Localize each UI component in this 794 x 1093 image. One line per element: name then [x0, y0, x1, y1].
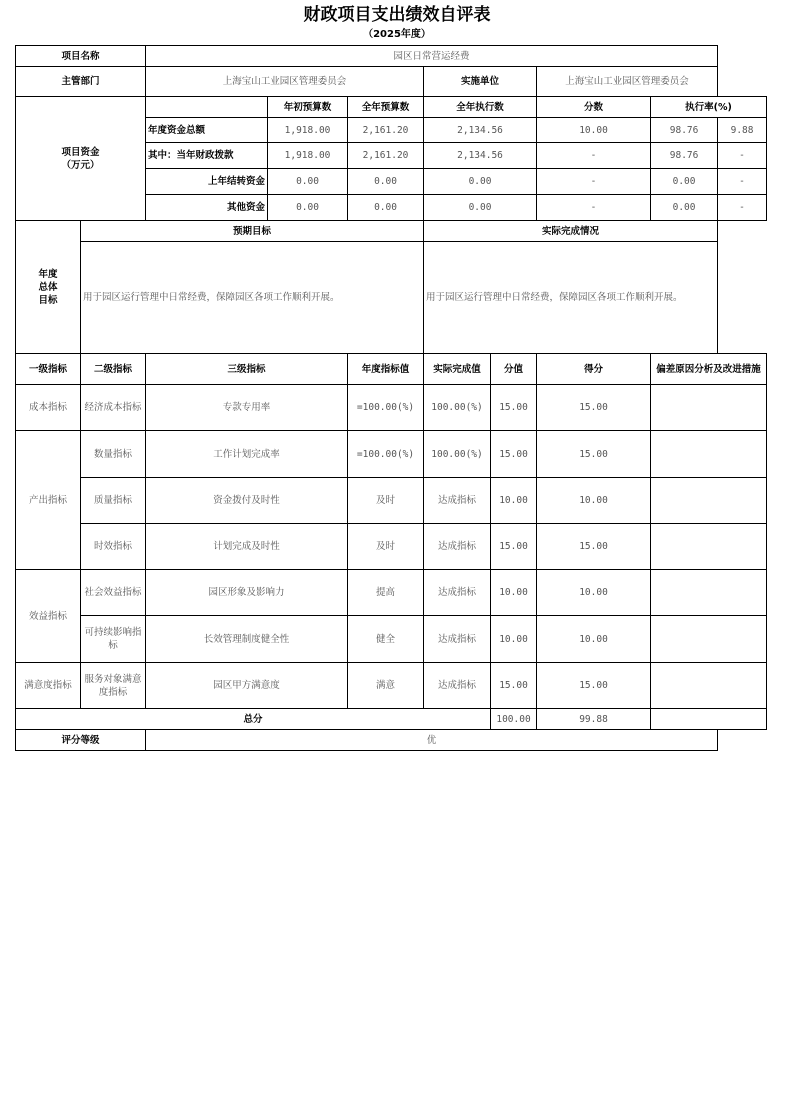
department-row	[16, 67, 767, 97]
funds-cell: 10.00	[537, 118, 651, 143]
level2-indicator: 经济成本指标	[81, 385, 146, 431]
level2-indicator: 质量指标	[81, 478, 146, 524]
funds-header-row	[16, 97, 767, 118]
unit-value: 上海宝山工业园区管理委员会	[537, 67, 718, 97]
deviation-note	[651, 663, 767, 709]
indicator-col-header: 年度指标值	[348, 354, 424, 385]
funds-label: 项目资金 （万元）	[16, 97, 146, 221]
indicator-row	[16, 524, 767, 570]
actual-value: 达成指标	[424, 570, 491, 616]
department-value: 上海宝山工业园区管理委员会	[146, 67, 424, 97]
project-name-row	[16, 46, 767, 67]
indicator-col-header: 一级指标	[16, 354, 81, 385]
weight-value: 15.00	[491, 431, 537, 478]
funds-cell: -	[718, 195, 767, 221]
funds-cell: 0.00	[651, 169, 718, 195]
funds-row-label: 其他资金	[146, 195, 268, 221]
page-title: 财政项目支出绩效自评表	[303, 5, 491, 25]
total-score: 99.88	[537, 709, 651, 730]
level3-indicator: 园区甲方满意度	[146, 663, 348, 709]
total-label: 总分	[16, 709, 491, 730]
weight-value: 10.00	[491, 478, 537, 524]
deviation-note	[651, 616, 767, 663]
department-label: 主管部门	[16, 67, 146, 97]
deviation-note	[651, 431, 767, 478]
level3-indicator: 工作计划完成率	[146, 431, 348, 478]
level1-indicator: 产出指标	[16, 431, 81, 570]
expected-goal-header: 预期目标	[81, 221, 424, 242]
funds-cell: -	[537, 143, 651, 169]
grade-value: 优	[146, 730, 718, 751]
target-value: 及时	[348, 478, 424, 524]
indicator-col-header: 分值	[491, 354, 537, 385]
funds-col-header: 执行率(%)	[651, 97, 767, 118]
weight-value: 15.00	[491, 524, 537, 570]
project-name-label: 项目名称	[16, 46, 146, 67]
level3-indicator: 资金拨付及时性	[146, 478, 348, 524]
funds-cell: 0.00	[348, 195, 424, 221]
score-value: 10.00	[537, 478, 651, 524]
total-row	[16, 709, 767, 730]
level2-indicator: 服务对象满意度指标	[81, 663, 146, 709]
page-subtitle-year: （2025年度）	[363, 29, 431, 40]
unit-label: 实施单位	[424, 67, 537, 97]
level2-indicator: 可持续影响指标	[81, 616, 146, 663]
level3-indicator: 园区形象及影响力	[146, 570, 348, 616]
actual-value: 达成指标	[424, 478, 491, 524]
funds-cell: 98.76	[651, 118, 718, 143]
funds-cell: -	[537, 169, 651, 195]
indicator-row	[16, 570, 767, 616]
level2-indicator: 数量指标	[81, 431, 146, 478]
actual-value: 100.00(%)	[424, 385, 491, 431]
weight-value: 15.00	[491, 663, 537, 709]
deviation-note	[651, 385, 767, 431]
weight-value: 15.00	[491, 385, 537, 431]
indicator-row	[16, 431, 767, 478]
level1-indicator: 效益指标	[16, 570, 81, 663]
funds-cell: -	[718, 169, 767, 195]
funds-cell: 9.88	[718, 118, 767, 143]
goals-label: 年度 总体 目标	[16, 221, 81, 354]
target-value: 满意	[348, 663, 424, 709]
grade-row	[16, 730, 767, 751]
total-note	[651, 709, 767, 730]
funds-cell: -	[718, 143, 767, 169]
funds-cell: 0.00	[268, 195, 348, 221]
total-weight: 100.00	[491, 709, 537, 730]
funds-row-label: 年度资金总额	[146, 118, 268, 143]
target-value: =100.00(%)	[348, 385, 424, 431]
score-value: 15.00	[537, 385, 651, 431]
weight-value: 10.00	[491, 616, 537, 663]
actual-value: 达成指标	[424, 616, 491, 663]
funds-cell: 0.00	[424, 169, 537, 195]
score-value: 10.00	[537, 570, 651, 616]
actual-value: 达成指标	[424, 663, 491, 709]
indicator-row	[16, 663, 767, 709]
funds-cell: 2,161.20	[348, 118, 424, 143]
actual-result-header: 实际完成情况	[424, 221, 718, 242]
level3-indicator: 长效管理制度健全性	[146, 616, 348, 663]
weight-value: 10.00	[491, 570, 537, 616]
funds-cell: 2,134.56	[424, 118, 537, 143]
actual-value: 100.00(%)	[424, 431, 491, 478]
funds-cell: 98.76	[651, 143, 718, 169]
score-value: 15.00	[537, 663, 651, 709]
level2-indicator: 社会效益指标	[81, 570, 146, 616]
indicator-col-header: 三级指标	[146, 354, 348, 385]
target-value: =100.00(%)	[348, 431, 424, 478]
level3-indicator: 专款专用率	[146, 385, 348, 431]
indicator-header-row	[16, 354, 767, 385]
level3-indicator: 计划完成及时性	[146, 524, 348, 570]
funds-cell: -	[537, 195, 651, 221]
level1-indicator: 成本指标	[16, 385, 81, 431]
funds-cell: 1,918.00	[268, 118, 348, 143]
actual-result-text: 用于园区运行管理中日常经费，保障园区各项工作顺利开展。	[424, 242, 718, 354]
expected-goal-text: 用于园区运行管理中日常经费，保障园区各项工作顺利开展。	[81, 242, 424, 354]
funds-col-header: 全年预算数	[348, 97, 424, 118]
indicator-col-header: 得分	[537, 354, 651, 385]
funds-cell: 1,918.00	[268, 143, 348, 169]
indicator-row	[16, 616, 767, 663]
funds-row-label: 其中：当年财政拨款	[146, 143, 268, 169]
funds-col-header: 全年执行数	[424, 97, 537, 118]
funds-cell: 0.00	[651, 195, 718, 221]
target-value: 提高	[348, 570, 424, 616]
evaluation-table	[15, 45, 767, 751]
funds-blank-header	[146, 97, 268, 118]
score-value: 15.00	[537, 431, 651, 478]
target-value: 及时	[348, 524, 424, 570]
goals-header-row	[16, 221, 767, 242]
funds-cell: 0.00	[268, 169, 348, 195]
deviation-note	[651, 478, 767, 524]
funds-cell: 2,161.20	[348, 143, 424, 169]
score-value: 10.00	[537, 616, 651, 663]
funds-cell: 0.00	[348, 169, 424, 195]
funds-col-header: 年初预算数	[268, 97, 348, 118]
grade-label: 评分等级	[16, 730, 146, 751]
indicator-col-header: 实际完成值	[424, 354, 491, 385]
deviation-note	[651, 570, 767, 616]
indicator-row	[16, 385, 767, 431]
deviation-note	[651, 524, 767, 570]
indicator-row	[16, 478, 767, 524]
funds-cell: 2,134.56	[424, 143, 537, 169]
funds-cell: 0.00	[424, 195, 537, 221]
funds-row-label: 上年结转资金	[146, 169, 268, 195]
indicator-col-header: 二级指标	[81, 354, 146, 385]
actual-value: 达成指标	[424, 524, 491, 570]
target-value: 健全	[348, 616, 424, 663]
project-name-value: 园区日常营运经费	[146, 46, 718, 67]
score-value: 15.00	[537, 524, 651, 570]
goals-row	[16, 242, 767, 354]
indicator-col-header: 偏差原因分析及改进措施	[651, 354, 767, 385]
funds-col-header: 分数	[537, 97, 651, 118]
level2-indicator: 时效指标	[81, 524, 146, 570]
level1-indicator: 满意度指标	[16, 663, 81, 709]
